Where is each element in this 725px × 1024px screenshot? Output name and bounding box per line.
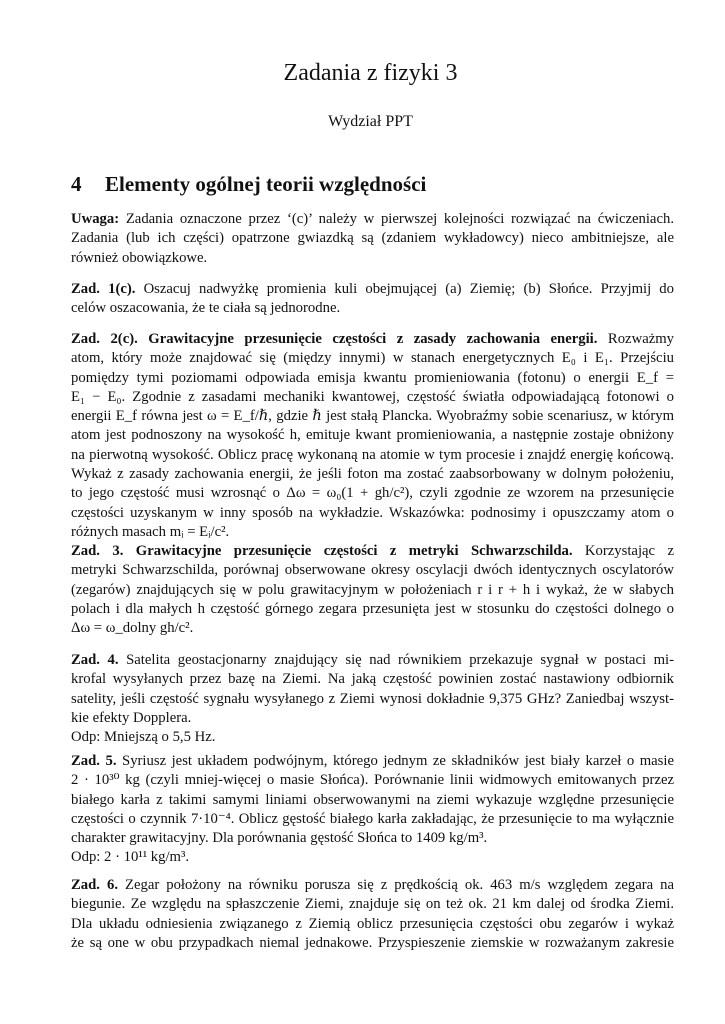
problem-6: Zad. 6. Zegar położony na równiku porusza się z prędkością ok. 463 m/s względem zegara na biegunie. Ze względu na spłaszczenie Ziemi, znajduje się on też ok. 21 km dalej od środka Ziemi. Dla układu odniesienia związanego z Ziemią oblicz przesunięcia częstości obu zegarów i wykaż że są one w obu przypadkach niemal jednakowe. Przyspieszenie ziemskie w rozważanym zakresie (71, 877, 674, 951)
answer: Odp: Mniejszą o 5,5 Hz. (71, 729, 216, 746)
document-title: Zadania z fizyki 3 (283, 60, 458, 86)
problem-1: Zad. 1(c). Oszacuj nadwyżkę promienia kuli obejmującej (a) Ziemię; (b) Słońce. Przyjmij do celów oszacowania, że te ciała są jednorodne. (71, 281, 674, 317)
problem-3: Zad. 3. Grawitacyjne przesunięcie częstości z metryki Schwarzschilda. Korzystając z metryki Schwarzschilda, porównaj obserwowane okresy oscylacji dwóch identycznych oscylatorów (zegarów) znajdujących się w polu grawitacyjnym w położeniach r i r + h i wykaż, że w słabych polach i dla małych h częstość górnego zegara przesunięta jest w stosunku do częstości dolnego o Δω = ω_dolny gh/c². (71, 543, 674, 637)
problem-label: Zad. 4. (71, 652, 119, 668)
note-paragraph: Uwaga: Zadania oznaczone przez ‘(c)’ należy w pierwszej kolejności rozwiązać na ćwiczeniach. Zadania (lub ich części) opatrzone gwiazdką są (zdaniem wykładowcy) nieco ambitniejsze, ale również obowiązkowe. (71, 211, 674, 266)
note-label: Uwaga: (71, 211, 120, 227)
section-number: 4 (71, 172, 82, 196)
problem-5: Zad. 5. Syriusz jest układem podwójnym, którego jednym ze składników jest biały karzeł o masie 2 · 10³⁰ kg (czyli mniej-więcej o masie Słońca). Porównanie linii widmowych emitowanych przez białego karła z takimi samymi liniami obserwowanymi na ziemi wykazuje względne przesunięcie częstości o czynnik 7·10⁻⁴. Oblicz gęstość białego karła zakładając, że przesunięcie to ma wyłącznie charakter grawitacyjny. Dla porównania gęstość Słońca to 1409 kg/m³. Odp: 2 · 10¹¹ kg/m³. (71, 752, 674, 868)
problem-4: Zad. 4. Satelita geostacjonarny znajdujący się nad równikiem przekazuje sygnał w postaci mi- krofal wysyłanych przez bazę na Ziemi. Na jaką częstość powinien zostać nastawiony odbiornik satelity, jeśli częstość sygnału wysyłanego z Ziemi wynosi dokładnie 9,375 GHz? Zaniedbaj wszyst- kie efekty Dopplera. Odp: Mniejszą o 5,5 Hz. (71, 651, 674, 747)
problem-label: Zad. 6. (71, 877, 118, 893)
answer: Odp: 2 · 10¹¹ kg/m³. (71, 849, 190, 866)
problem-label: Zad. 5. (71, 753, 117, 769)
problem-label: Zad. 3. Grawitacyjne przesunięcie częstości z metryki Schwarzschilda. (71, 543, 573, 559)
section-heading (71, 172, 426, 197)
problem-label: Zad. 2(c). Grawitacyjne przesunięcie częstości z zasady zachowania energii. (71, 331, 598, 347)
problem-2: Zad. 2(c). Grawitacyjne przesunięcie częstości z zasady zachowania energii. Rozważmy atom, który może znajdować się (między innymi) w stanach energetycznych E₀ i E₁. Przejściu pomiędzy tymi poziomami odpowiada emisja kwantu promieniowania (fotonu) o energii E_f = E₁ − E₀. Zgodnie z zasadami mechaniki kwantowej, częstość światła odpowiadającą fotonowi o energii E_f równa jest ω = E_f/ℏ, gdzie ℏ jest stałą Plancka. Wyobraźmy sobie scenariusz, w którym atom jest podnoszony na wysokość h, emituje kwant promieniowania, a następnie zostaje obniżony na pierwotną wysokość. Oblicz pracę wykonaną na atomie w tym procesie i znajdź energię końcową. Wykaż z zasady zachowania energii, że jeśli foton ma zostać zaabsorbowany w dolnym położeniu, to jego częstość musi wzrosnąć o Δω = ω₀(1 + gh/c²), czyli zgodnie ze wzorem na przesunięcie częstości uzyskanym w inny sposób na wykładzie. Wskazówka: podnosimy i opuszczamy atom o różnych masach mᵢ = Eᵢ/c². (71, 331, 674, 540)
document-subtitle: Wydział PPT (328, 113, 413, 130)
section-title: Elementy ogólnej teorii względności (105, 172, 427, 196)
problem-label: Zad. 1(c). (71, 281, 136, 297)
